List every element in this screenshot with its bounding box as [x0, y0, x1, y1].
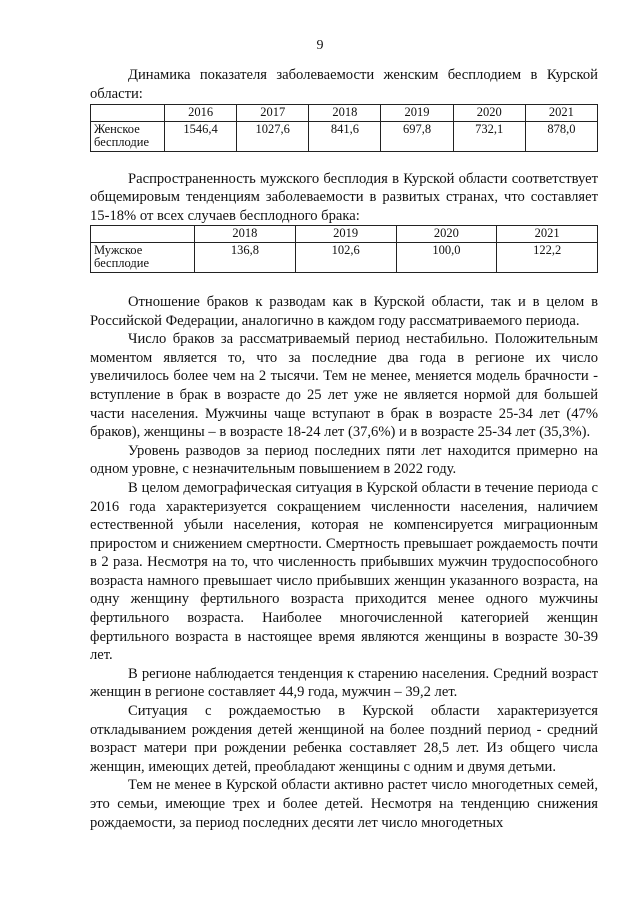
female-infertility-table — [90, 104, 598, 152]
table-header-row — [91, 226, 598, 243]
body-paragraph: Тем не менее в Курской области активно растет число многодетных семей, это семьи, имеющие трех и более детей. Несмотря на тенденцию снижения рождаемости, за период последних десяти лет число многодетных — [90, 777, 598, 831]
table-header-cell: 2017 — [237, 105, 309, 122]
table-header-cell — [91, 226, 195, 243]
row-label: Женское бесплодие — [91, 121, 165, 151]
male-infertility-table — [90, 225, 598, 273]
table-header-cell: 2016 — [165, 105, 237, 122]
body-paragraph: Уровень разводов за период последних пяти лет находится примерно на одном уровне, с незначительным повышением в 2022 году. — [90, 442, 598, 478]
table-header-cell: 2021 — [497, 226, 598, 243]
table-cell: 878,0 — [525, 121, 597, 151]
body-paragraph: В регионе наблюдается тенденция к старению населения. Средний возраст женщин в регионе составляет 44,9 года, мужчин – 39,2 лет. — [90, 665, 598, 701]
page-content — [90, 66, 598, 832]
table-cell: 100,0 — [396, 242, 497, 272]
table-header-cell: 2018 — [309, 105, 381, 122]
table-header-cell: 2018 — [195, 226, 296, 243]
table-header-cell: 2020 — [453, 105, 525, 122]
table-cell: 697,8 — [381, 121, 453, 151]
table-header-cell: 2019 — [295, 226, 396, 243]
table1-caption: Динамика показателя заболеваемости женским бесплодием в Курской области: — [90, 67, 598, 102]
table-cell: 122,2 — [497, 242, 598, 272]
table-cell: 1546,4 — [165, 121, 237, 151]
page-number: 9 — [316, 38, 324, 53]
table-cell: 136,8 — [195, 242, 296, 272]
table-header-cell: 2020 — [396, 226, 497, 243]
body-paragraph: Отношение браков к разводам как в Курской области, так и в целом в Российской Федерации, аналогично в каждом году рассматриваемого периода. — [90, 293, 598, 329]
table-cell: 102,6 — [295, 242, 396, 272]
table-header-row — [91, 105, 598, 122]
table-cell: 732,1 — [453, 121, 525, 151]
body-paragraph: Ситуация с рождаемостью в Курской области характеризуется откладыванием рождения детей женщиной на более поздний период - средний возраст матери при рождении ребенка составляет 28,5 лет. Из общего числа женщин, имеющих детей, преобладают женщины с одним и двумя детьми. — [90, 703, 598, 775]
body-paragraph: В целом демографическая ситуация в Курской области в течение периода с 2016 года характеризуется сокращением численности населения, наличием естественной убыли населения, которая не компенсируется миграционным приростом и снижением смертности. Смертность превышает рождаемость почти в 2 раза. Несмотря на то, что численность прибывших мужчин трудоспособного возраста намного превышает число прибывших женщин указанного возраста, на одну женщину фертильного возраста приходится менее одного мужчины фертильного возраста. Наиболее многочисленной категорией женщин фертильного возраста в настоящее время являются женщины в возрасте 30-39 лет. — [90, 479, 598, 664]
table-row — [91, 121, 598, 151]
body-paragraph: Число браков за рассматриваемый период нестабильно. Положительным моментом является то, что за последние два года в регионе их число увеличилось более чем на 2 тысячи. Тем не менее, меняется модель брачности - вступление в брак в возрасте до 25 лет уже не является нормой для большей части населения. Мужчины чаще вступают в брак в возрасте 25-34 лет (47% браков), женщины – в возрасте 18-24 лет (37,6%) и в возрасте 25-34 лет (35,3%). — [90, 331, 598, 441]
table-header-cell — [91, 105, 165, 122]
table-header-cell: 2021 — [525, 105, 597, 122]
table-cell: 1027,6 — [237, 121, 309, 151]
row-label: Мужское бесплодие — [91, 242, 195, 272]
table-row — [91, 242, 598, 272]
table-header-cell: 2019 — [381, 105, 453, 122]
intro-paragraph: Распространенность мужского бесплодия в Курской области соответствует общемировым тенденциям заболеваемости в развитых странах, что составляет 15-18% от всех случаев бесплодного брака: — [90, 170, 598, 224]
table-cell: 841,6 — [309, 121, 381, 151]
